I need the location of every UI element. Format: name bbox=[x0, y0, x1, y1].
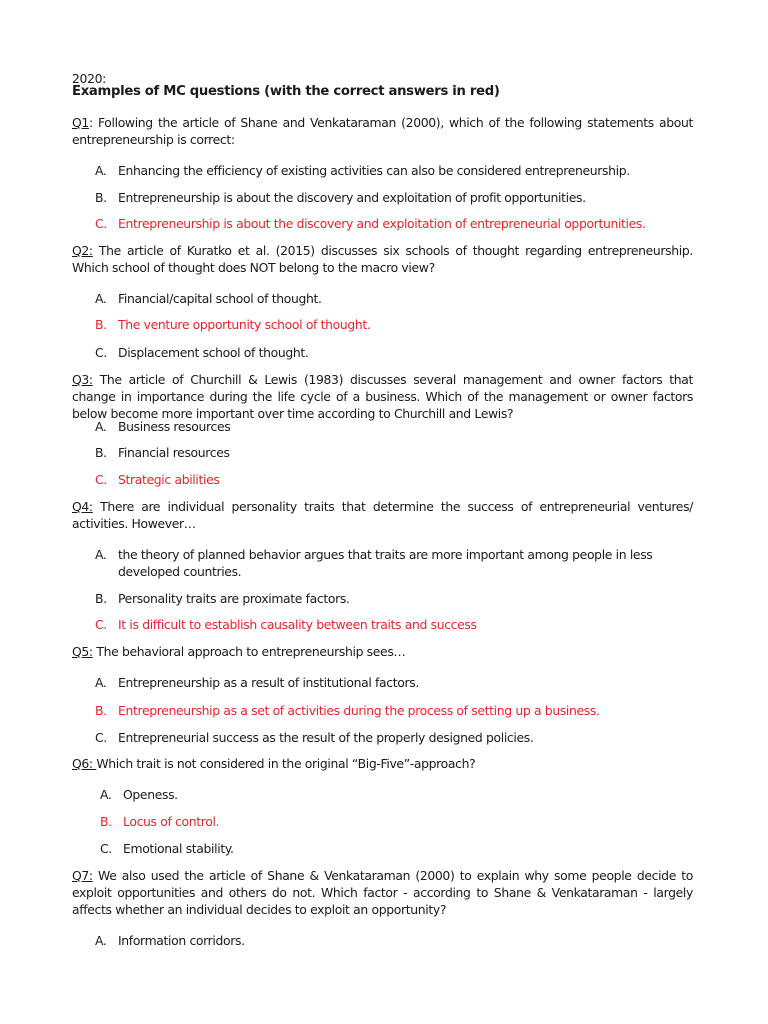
question-separator bbox=[93, 372, 100, 387]
question-label: Q7: bbox=[72, 868, 93, 883]
option-text: Displacement school of thought. bbox=[118, 345, 309, 360]
answer-option bbox=[95, 162, 693, 179]
option-text: Entrepreneurship is about the discovery and exploitation of entrepreneurial opportunities. bbox=[118, 216, 646, 231]
answer-option-correct bbox=[95, 616, 693, 633]
answer-option bbox=[95, 590, 693, 607]
question-3 bbox=[72, 371, 693, 422]
answer-option bbox=[95, 444, 693, 461]
option-text: Openess. bbox=[123, 787, 178, 802]
option-text: Entrepreneurship as a result of institutional factors. bbox=[118, 675, 419, 690]
option-letter: A. bbox=[95, 547, 107, 562]
answer-option bbox=[95, 729, 693, 746]
option-letter: A. bbox=[100, 787, 112, 802]
option-letter: B. bbox=[95, 445, 107, 460]
option-text: the theory of planned behavior argues that traits are more important among people in less developed countries. bbox=[118, 547, 653, 579]
option-letter: A. bbox=[95, 419, 107, 434]
answer-option bbox=[100, 786, 698, 803]
question-5 bbox=[72, 643, 693, 660]
question-text: We also used the article of Shane & Venkataraman (2000) to explain why some people decide to exploit opportunities and others do not. Which factor - according to Shane & Venkataraman - largely affects whether an individual decides to exploit an opportunity? bbox=[72, 868, 693, 917]
question-7 bbox=[72, 867, 693, 918]
option-text: The venture opportunity school of thought. bbox=[118, 317, 371, 332]
option-text: Strategic abilities bbox=[118, 472, 220, 487]
option-letter: A. bbox=[95, 291, 107, 306]
option-letter: C. bbox=[95, 216, 107, 231]
question-4 bbox=[72, 498, 693, 532]
question-2 bbox=[72, 242, 693, 276]
option-letter: B. bbox=[95, 317, 107, 332]
question-label: Q1 bbox=[72, 115, 89, 130]
question-text: The article of Churchill & Lewis (1983) discusses several management and owner factors that change in importance during the life cycle of a business. Which of the management or owner factors below become more important over time according to Churchill and Lewis? bbox=[72, 372, 693, 421]
option-text: Entrepreneurial success as the result of the properly designed policies. bbox=[118, 730, 534, 745]
option-text: Information corridors. bbox=[118, 933, 245, 948]
question-label: Q5: bbox=[72, 644, 93, 659]
option-letter: B. bbox=[100, 814, 112, 829]
answer-option bbox=[95, 344, 693, 361]
option-text: Emotional stability. bbox=[123, 841, 234, 856]
option-letter: A. bbox=[95, 163, 107, 178]
answer-option bbox=[95, 674, 693, 691]
answer-option bbox=[95, 418, 693, 435]
answer-option-correct bbox=[100, 813, 698, 830]
question-text: The behavioral approach to entrepreneurship sees… bbox=[96, 644, 406, 659]
option-text: Business resources bbox=[118, 419, 231, 434]
question-1 bbox=[72, 114, 693, 148]
option-letter: C. bbox=[95, 472, 107, 487]
question-label: Q6: bbox=[72, 756, 97, 771]
option-letter: A. bbox=[95, 933, 107, 948]
question-6 bbox=[72, 755, 693, 772]
option-text: Locus of control. bbox=[123, 814, 220, 829]
question-text: Following the article of Shane and Venkataraman (2000), which of the following statements about entrepreneurship is correct: bbox=[72, 115, 693, 147]
answer-option-correct bbox=[95, 471, 693, 488]
answer-option bbox=[95, 932, 693, 949]
question-label: Q3: bbox=[72, 372, 93, 387]
question-text: Which trait is not considered in the original “Big-Five”-approach? bbox=[96, 756, 476, 771]
option-letter: A. bbox=[95, 675, 107, 690]
answer-option-correct bbox=[95, 316, 693, 333]
option-letter: B. bbox=[95, 591, 107, 606]
answer-option bbox=[95, 189, 693, 206]
option-text: Financial resources bbox=[118, 445, 230, 460]
question-text: There are individual personality traits that determine the success of entrepreneurial ventures/ activities. However… bbox=[72, 499, 693, 531]
option-letter: C. bbox=[95, 345, 107, 360]
answer-option-correct bbox=[95, 702, 693, 719]
option-letter: B. bbox=[95, 190, 107, 205]
answer-option-correct bbox=[95, 215, 693, 232]
option-text: Entrepreneurship is about the discovery and exploitation of profit opportunities. bbox=[118, 190, 586, 205]
option-text: Personality traits are proximate factors. bbox=[118, 591, 350, 606]
option-letter: C. bbox=[95, 617, 107, 632]
answer-option bbox=[100, 840, 698, 857]
document-year: 2020: bbox=[72, 71, 106, 86]
question-separator: : bbox=[88, 115, 98, 130]
option-letter: C. bbox=[100, 841, 112, 856]
document-title: Examples of MC questions (with the correct answers in red) bbox=[72, 84, 500, 99]
option-letter: B. bbox=[95, 703, 107, 718]
answer-option bbox=[95, 546, 693, 580]
question-label: Q2: bbox=[72, 243, 93, 258]
option-letter: C. bbox=[95, 730, 107, 745]
option-text: Financial/capital school of thought. bbox=[118, 291, 322, 306]
answer-option bbox=[95, 290, 693, 307]
option-text: Entrepreneurship as a set of activities during the process of setting up a business. bbox=[118, 703, 600, 718]
question-label: Q4: bbox=[72, 499, 93, 514]
option-text: Enhancing the efficiency of existing activities can also be considered entrepreneurship. bbox=[118, 163, 630, 178]
question-text: The article of Kuratko et al. (2015) discusses six schools of thought regarding entrepreneurship. Which school of thought does NOT belong to the macro view? bbox=[72, 243, 693, 275]
option-text: It is difficult to establish causality between traits and success bbox=[118, 617, 477, 632]
